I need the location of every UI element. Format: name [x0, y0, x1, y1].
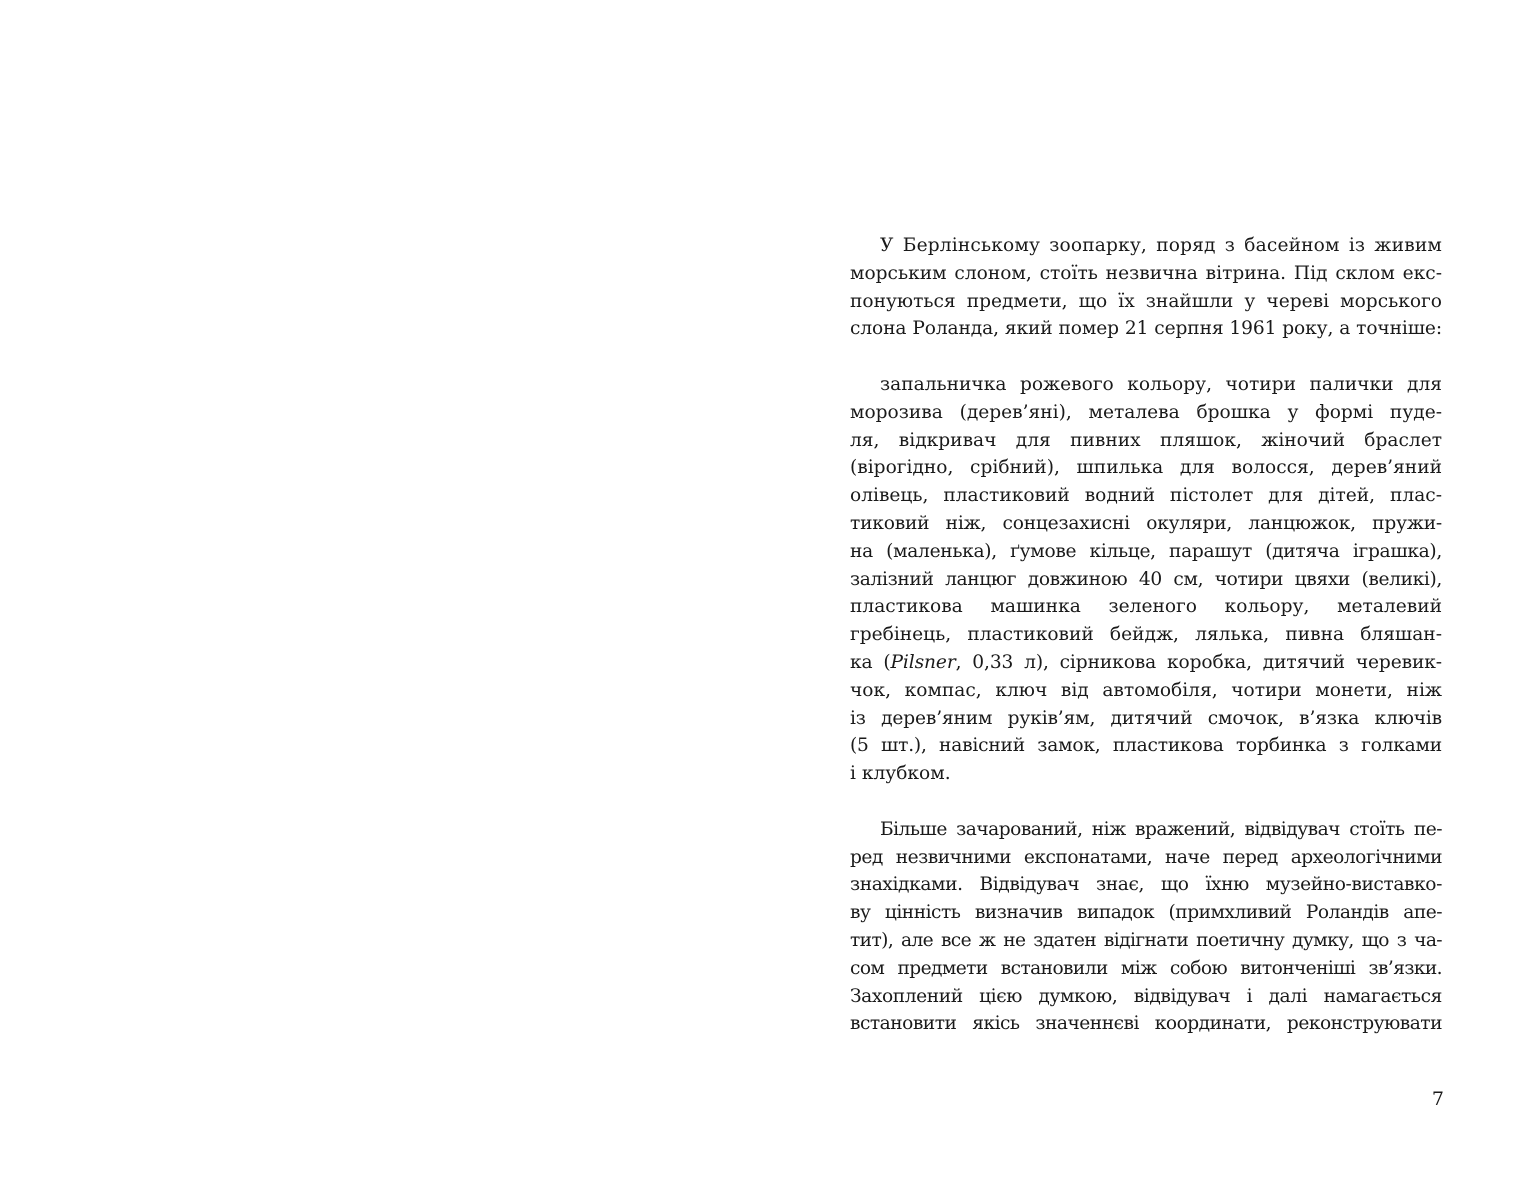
text-segment: , 0,33 л), сірникова коробка, дитячий черевик-: [955, 651, 1442, 673]
text-line: слона Роланда, який помер 21 серпня 1961 року, а точніше:: [850, 318, 1442, 340]
right-page: [768, 0, 1536, 1182]
text-line: встановити якісь значеннєві координати, реконструювати: [850, 1013, 1442, 1035]
text-line: понуються предмети, що їх знайшли у череві морського: [850, 290, 1442, 312]
text-line: сом предмети встановили між собою витонченіші зв’язки.: [850, 957, 1442, 979]
text-line: (5 шт.), навісний замок, пластикова торбинка з голками: [850, 735, 1442, 757]
text-line: тит), але все ж не здатен відігнати поетичну думку, що з ча-: [850, 929, 1442, 951]
text-line: тиковий ніж, сонцезахисні окуляри, ланцюжок, пружи-: [850, 512, 1442, 534]
text-line: пластикова машинка зеленого кольору, металевий: [850, 596, 1442, 618]
italic-brand-name: Pilsner: [890, 651, 956, 673]
text-line: ля, відкривач для пивних пляшок, жіночий браслет: [850, 429, 1442, 451]
text-line: морським слоном, стоїть незвична вітрина. Під склом екс-: [850, 262, 1442, 284]
text-line: чок, компас, ключ від автомобіля, чотири монети, ніж: [850, 679, 1442, 701]
text-line: Більше зачарований, ніж вражений, відвідувач стоїть пе-: [880, 818, 1442, 840]
text-line-with-italic: [850, 649, 1442, 677]
text-line: Захоплений цією думкою, відвідувач і далі намагається: [850, 985, 1442, 1007]
text-line: запальничка рожевого кольору, чотири палички для: [880, 373, 1442, 395]
body-text: [850, 232, 1442, 1038]
text-line: на (маленька), ґумове кільце, парашут (дитяча іграшка),: [850, 540, 1442, 562]
text-line: (вірогідно, срібний), шпилька для волосся, дерев’яний: [850, 457, 1442, 479]
paragraph-gap: [850, 788, 1442, 816]
text-line: ву цінність визначив випадок (примхливий Роландів апе-: [850, 902, 1442, 924]
text-line: морозива (дерев’яні), металева брошка у формі пуде-: [850, 401, 1442, 423]
text-line: ред незвичними експонатами, наче перед археологічними: [850, 846, 1442, 868]
text-line: олівець, пластиковий водний пістолет для дітей, плас-: [850, 485, 1442, 507]
text-line: залізний ланцюг довжиною 40 см, чотири цвяхи (великі),: [850, 568, 1442, 590]
page-number: 7: [1431, 1088, 1444, 1110]
text-line: і клубком.: [850, 763, 951, 785]
paragraph-gap: [850, 343, 1442, 371]
text-line: У Берлінському зоопарку, поряд з басейном із живим: [880, 235, 1442, 256]
text-line: гребінець, пластиковий бейдж, лялька, пивна бляшан-: [850, 624, 1442, 646]
text-line: знахідками. Відвідувач знає, що їхню музейно-виставко-: [850, 874, 1442, 896]
text-segment: ка (: [850, 651, 891, 673]
text-line: із дерев’яним руків’ям, дитячий смочок, в’язка ключів: [850, 707, 1442, 729]
